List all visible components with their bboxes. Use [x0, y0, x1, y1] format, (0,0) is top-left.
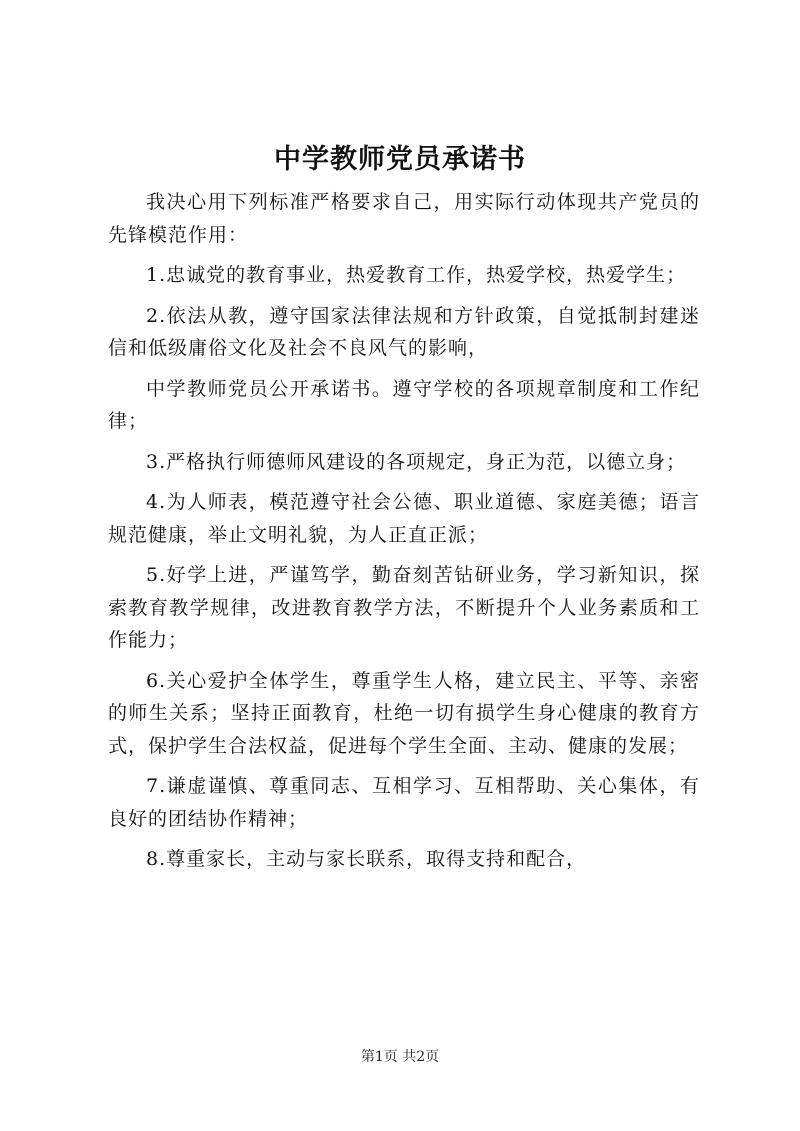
page-footer: 第1页 共2页 — [360, 1049, 440, 1065]
document-title: 中学教师党员承诺书 — [274, 144, 526, 175]
paragraph-item-5: 5.好学上进，严谨笃学，勤奋刻苦钻研业务，学习新知识，探索教育教学规律，改进教育教学方法，不断提升个人业务素质和工作能力； — [108, 564, 700, 651]
paragraph-item-3: 3.严格执行师德师风建设的各项规定，身正为范，以德立身； — [146, 450, 687, 473]
paragraph-item-7: 7.谦虚谨慎、尊重同志、互相学习、互相帮助、关心集体，有良好的团结协作精神； — [108, 775, 700, 830]
document-body — [108, 186, 700, 884]
paragraph-item-4: 4.为人师表，模范遵守社会公德、职业道德、家庭美德；语言规范健康，举止文明礼貌，为人正直正派； — [108, 491, 700, 546]
paragraph-item-8: 8.尊重家长，主动与家长联系，取得支持和配合， — [146, 848, 587, 870]
paragraph-intro: 我决心用下列标准严格要求自己，用实际行动体现共产党员的先锋模范作用： — [108, 191, 700, 246]
paragraph-item-2-continued: 中学教师党员公开承诺书。遵守学校的各项规章制度和工作纪律； — [108, 377, 700, 432]
paragraph-item-1: 1.忠诚党的教育事业，热爱教育工作，热爱学校，热爱学生； — [146, 264, 687, 286]
paragraph-item-2: 2.依法从教，遵守国家法律法规和方针政策，自觉抵制封建迷信和低级庸俗文化及社会不良风气的影响， — [108, 304, 700, 359]
paragraph-item-6: 6.关心爱护全体学生，尊重学生人格，建立民主、平等、亲密的师生关系；坚持正面教育，杜绝一切有损学生身心健康的教育方式，保护学生合法权益，促进每个学生全面、主动、健康的发展； — [108, 669, 700, 757]
